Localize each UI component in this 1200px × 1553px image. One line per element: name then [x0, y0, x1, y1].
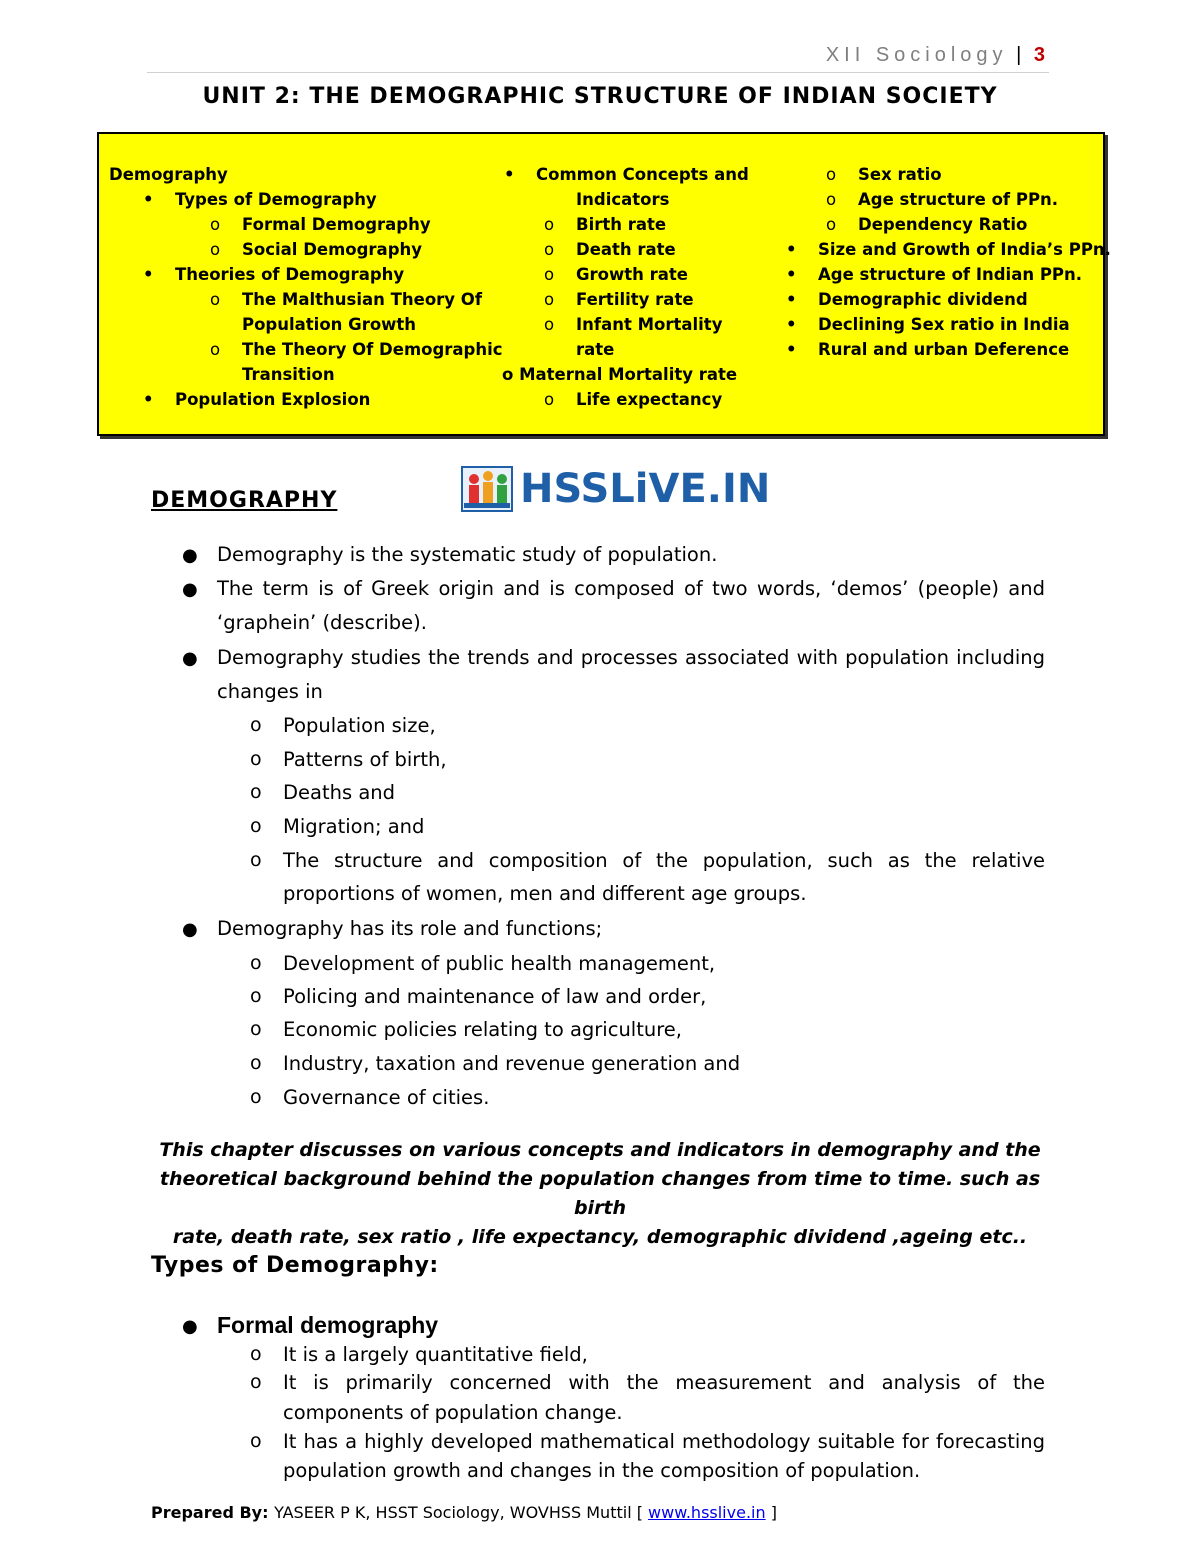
header-rule: [147, 72, 1049, 73]
formal-demography-title: Formal demography: [217, 1312, 439, 1338]
contents-item: o Life expectancy: [502, 387, 749, 412]
function-item: Economic policies relating to agriculture,: [283, 1018, 683, 1041]
running-header: [826, 44, 1045, 67]
bullet-4: Demography has its role and functions;: [217, 917, 603, 940]
contents-item: o Death rate: [502, 237, 749, 262]
contents-item: • Age structure of Indian PPn.: [784, 262, 1111, 287]
contents-box: [97, 132, 1111, 436]
section-heading-demography: DEMOGRAPHY: [151, 488, 338, 513]
contents-item: o Birth rate: [502, 212, 749, 237]
header-separator: |: [1016, 44, 1022, 66]
summary-line-2: theoretical background behind the population changes from time to time. such as birth: [159, 1168, 1041, 1219]
bullet-icon: ●: [182, 579, 198, 600]
sub-item-5-line-1: The structure and composition of the population, such as the relative: [283, 849, 1045, 872]
bullet-1: Demography is the systematic study of population.: [217, 543, 718, 566]
circle-bullet-icon: o: [250, 781, 262, 803]
contents-column-2: [502, 162, 749, 412]
contents-item: Indicators: [576, 190, 670, 209]
circle-bullet-icon: o: [250, 815, 262, 837]
function-item: Industry, taxation and revenue generation and: [283, 1052, 741, 1075]
circle-bullet-icon: o: [250, 1086, 262, 1108]
sub-item: Patterns of birth,: [283, 748, 447, 771]
circle-bullet-icon: o: [250, 952, 262, 974]
circle-bullet-icon: o: [250, 849, 262, 871]
contents-item: • Size and Growth of India’s PPn.: [784, 237, 1111, 262]
header-subject: XII Sociology: [825, 44, 1008, 66]
formal-point-3-line-1: It has a highly developed mathematical methodology suitable for forecasting: [283, 1430, 1045, 1453]
summary-line-1: This chapter discusses on various concepts and indicators in demography and the: [159, 1139, 1041, 1161]
function-item: Policing and maintenance of law and order,: [283, 985, 707, 1008]
circle-bullet-icon: o: [250, 985, 262, 1007]
contents-item: • Types of Demography: [109, 187, 503, 212]
contents-item: • Demographic dividend: [784, 287, 1111, 312]
formal-point-3-line-2: population growth and changes in the composition of population.: [283, 1459, 921, 1482]
logo-text: HSSLiVE.IN: [520, 466, 771, 512]
contents-column-3: [784, 162, 1111, 362]
contents-item: Demography: [109, 165, 228, 184]
types-heading: Types of Demography:: [151, 1253, 439, 1278]
contents-item: • Common Concepts and: [502, 162, 749, 187]
contents-item: o The Malthusian Theory Of: [109, 287, 503, 312]
circle-bullet-icon: o: [250, 1052, 262, 1074]
sub-item: Deaths and: [283, 781, 396, 804]
contents-item: o Growth rate: [502, 262, 749, 287]
contents-item: o Age structure of PPn.: [784, 187, 1111, 212]
sub-item: Population size,: [283, 714, 436, 737]
bullet-icon: ●: [182, 919, 198, 940]
contents-item: • Theories of Demography: [109, 262, 503, 287]
contents-item: o Social Demography: [109, 237, 503, 262]
footer-label: Prepared By:: [151, 1503, 275, 1522]
formal-point-2-line-1: It is primarily concerned with the measurement and analysis of the: [283, 1371, 1045, 1394]
contents-item: o Sex ratio: [784, 162, 1111, 187]
footer: [151, 1503, 777, 1522]
footer-end: ]: [765, 1503, 777, 1522]
bullet-icon: ●: [182, 545, 198, 566]
circle-bullet-icon: o: [250, 1371, 262, 1393]
contents-item: rate: [576, 340, 615, 359]
bullet-icon: ●: [182, 1316, 198, 1337]
footer-link[interactable]: www.hsslive.in: [648, 1503, 766, 1522]
contents-item: o Infant Mortality: [502, 312, 749, 337]
page-number: 3: [1033, 44, 1045, 66]
footer-author: YASEER P K, HSST Sociology, WOVHSS Muttil [: [274, 1503, 649, 1522]
contents-item: • Population Explosion: [109, 387, 503, 412]
contents-item: o Maternal Mortality rate: [502, 365, 738, 384]
formal-point-1: It is a largely quantitative field,: [283, 1343, 588, 1366]
contents-item: o Formal Demography: [109, 212, 503, 237]
circle-bullet-icon: o: [250, 714, 262, 736]
bullet-2-line-1: The term is of Greek origin and is composed of two words, ‘demos’ (people) and: [217, 577, 1045, 600]
formal-point-2-line-2: components of population change.: [283, 1401, 623, 1424]
circle-bullet-icon: o: [250, 1430, 262, 1452]
bullet-3-line-2: changes in: [217, 680, 323, 703]
chapter-summary: [150, 1136, 1050, 1252]
contents-item: Transition: [242, 365, 335, 384]
function-item: Development of public health management,: [283, 952, 716, 975]
hsslive-logo: [460, 462, 770, 516]
contents-item: Population Growth: [242, 315, 417, 334]
contents-item: o The Theory Of Demographic: [109, 337, 503, 362]
circle-bullet-icon: o: [250, 1018, 262, 1040]
logo-people-icon: [460, 463, 516, 515]
contents-item: • Declining Sex ratio in India: [784, 312, 1111, 337]
contents-item: • Rural and urban Deference: [784, 337, 1111, 362]
bullet-icon: ●: [182, 648, 198, 669]
circle-bullet-icon: o: [250, 1343, 262, 1365]
sub-item-5-line-2: proportions of women, men and different age groups.: [283, 882, 807, 905]
bullet-3-line-1: Demography studies the trends and processes associated with population including: [217, 646, 1045, 669]
function-item: Governance of cities.: [283, 1086, 490, 1109]
unit-title: UNIT 2: THE DEMOGRAPHIC STRUCTURE OF INDIAN SOCIETY: [202, 84, 998, 109]
bullet-2-line-2: ‘graphein’ (describe).: [217, 611, 427, 634]
sub-item: Migration; and: [283, 815, 425, 838]
summary-line-3: rate, death rate, sex ratio , life expectancy, demographic dividend ,ageing etc..: [172, 1226, 1028, 1248]
contents-item: o Fertility rate: [502, 287, 749, 312]
contents-item: o Dependency Ratio: [784, 212, 1111, 237]
contents-column-1: [109, 162, 503, 412]
circle-bullet-icon: o: [250, 748, 262, 770]
